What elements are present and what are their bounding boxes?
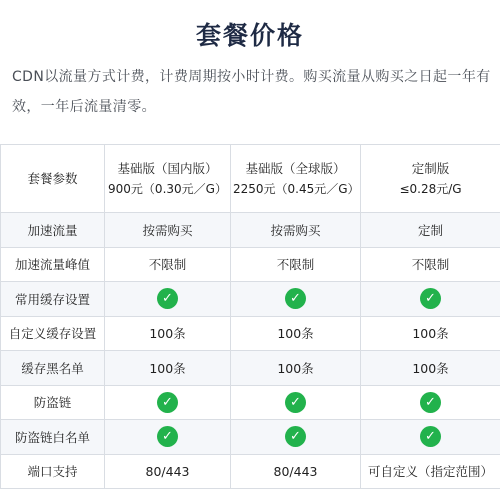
row-label: 加速流量 (1, 213, 105, 248)
table-row (1, 282, 500, 317)
table-row (1, 213, 500, 248)
row-label: 端口支持 (1, 454, 105, 489)
table-cell: 定制 (361, 213, 500, 248)
check-circle-icon: ✓ (285, 392, 306, 413)
plan-name: 基础版（全球版） (233, 158, 358, 179)
plan-name: 定制版 (363, 158, 498, 179)
row-label: 常用缓存设置 (1, 282, 105, 317)
table-cell: 不限制 (105, 247, 231, 282)
plan-header (231, 145, 361, 213)
table-header-row (1, 145, 500, 213)
check-circle-icon: ✓ (157, 288, 178, 309)
plan-price: 2250元（0.45元／G） (233, 179, 358, 200)
table-cell: 80/443 (231, 454, 361, 489)
pricing-table (0, 144, 500, 489)
table-row (1, 420, 500, 455)
feature-cell (361, 282, 500, 317)
row-label: 加速流量峰值 (1, 247, 105, 282)
feature-cell (231, 385, 361, 420)
feature-cell (361, 385, 500, 420)
table-cell: 不限制 (231, 247, 361, 282)
check-circle-icon: ✓ (420, 288, 441, 309)
check-circle-icon: ✓ (285, 426, 306, 447)
table-cell: 100条 (231, 351, 361, 386)
row-label: 防盗链白名单 (1, 420, 105, 455)
table-cell: 可自定义（指定范围） (361, 454, 500, 489)
check-circle-icon: ✓ (157, 426, 178, 447)
table-cell: 100条 (361, 316, 500, 351)
table-cell: 100条 (361, 351, 500, 386)
plan-price: 900元（0.30元／G） (107, 179, 228, 200)
row-label: 缓存黑名单 (1, 351, 105, 386)
table-cell: 80/443 (105, 454, 231, 489)
row-label: 自定义缓存设置 (1, 316, 105, 351)
check-circle-icon: ✓ (285, 288, 306, 309)
table-row (1, 351, 500, 386)
table-cell: 100条 (231, 316, 361, 351)
table-row (1, 316, 500, 351)
intro-text: CDN以流量方式计费，计费周期按小时计费。购买流量从购买之日起一年有效，一年后流量清零。 (12, 62, 492, 122)
check-circle-icon: ✓ (420, 426, 441, 447)
page-title: 套餐价格 (0, 16, 500, 52)
feature-cell (105, 420, 231, 455)
feature-cell (105, 282, 231, 317)
plan-price: ≤0.28元/G (363, 179, 498, 200)
feature-cell (361, 420, 500, 455)
plan-name: 基础版（国内版） (107, 158, 228, 179)
table-cell: 按需购买 (105, 213, 231, 248)
table-row (1, 385, 500, 420)
plan-header (105, 145, 231, 213)
feature-cell (105, 385, 231, 420)
header-label: 套餐参数 (1, 145, 105, 213)
table-cell: 不限制 (361, 247, 500, 282)
feature-cell (231, 420, 361, 455)
table-cell: 按需购买 (231, 213, 361, 248)
plan-header (361, 145, 500, 213)
check-circle-icon: ✓ (420, 392, 441, 413)
table-cell: 100条 (105, 351, 231, 386)
table-row (1, 454, 500, 489)
table-row (1, 247, 500, 282)
check-circle-icon: ✓ (157, 392, 178, 413)
table-cell: 100条 (105, 316, 231, 351)
feature-cell (231, 282, 361, 317)
row-label: 防盗链 (1, 385, 105, 420)
